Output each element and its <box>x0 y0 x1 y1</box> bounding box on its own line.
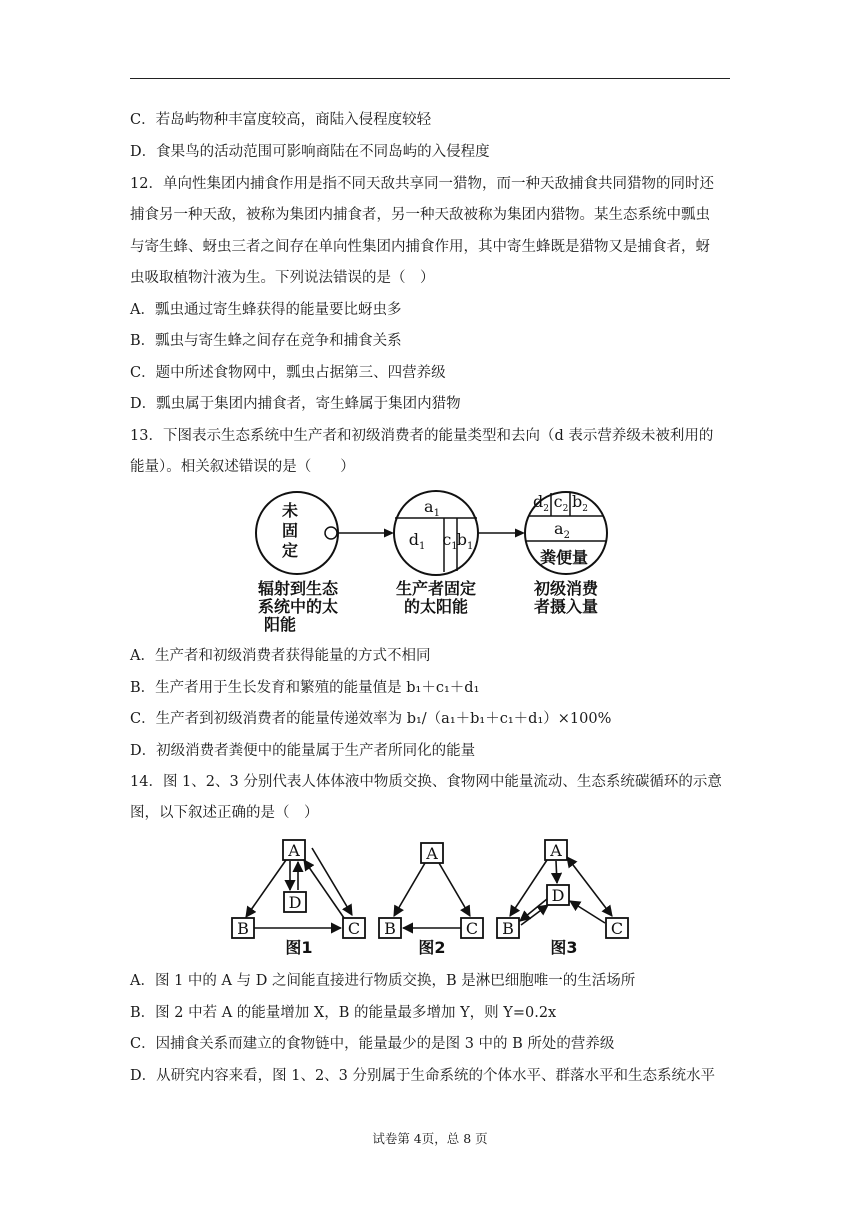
circle2-d1: $d_1$ <box>408 530 426 552</box>
circle3-b2: $b_2$ <box>572 492 588 514</box>
q11-option-c: C．若岛屿物种丰富度较高，商陆入侵程度较轻 <box>130 112 432 128</box>
caption2-line1: 生产者固定 <box>395 579 477 598</box>
circle1-char2: 固 <box>281 521 299 540</box>
fig1-label-d: D <box>288 893 302 912</box>
q14-stem-line1: 14．图 1、2、3 分别代表人体体液中物质交换、食物网中能量流动、生态系统碳循环的示意 <box>130 774 722 790</box>
circle1-char3: 定 <box>281 541 299 560</box>
fig3-label-d: D <box>551 886 565 905</box>
fig1-caption: 图1 <box>285 938 313 957</box>
caption1-line3: 阳能 <box>264 615 297 634</box>
fig2-label-b: B <box>384 919 396 938</box>
q13-energy-flow-figure <box>250 490 620 635</box>
arrow-start-node <box>325 527 337 539</box>
fig1-label-a: A <box>288 841 300 860</box>
fig3-arrow-a-b <box>510 860 547 916</box>
circle3-d2: $d_2$ <box>533 492 549 514</box>
fig1-body-fluid-diagram <box>232 840 365 957</box>
fig1-label-b: B <box>237 919 249 938</box>
q12-option-a: A．瓢虫通过寄生蜂获得的能量要比蚜虫多 <box>130 302 402 318</box>
header-rule <box>130 78 730 79</box>
arrow-2-head <box>515 529 525 538</box>
fig3-carbon-cycle-diagram <box>497 840 628 957</box>
q13-option-b: B．生产者用于生长发育和繁殖的能量值是 b₁＋c₁＋d₁ <box>130 680 480 696</box>
caption3-line2: 者摄入量 <box>533 597 599 616</box>
circle3-a2: $a_2$ <box>554 519 570 541</box>
q11-option-d: D．食果鸟的活动范围可影响商陆在不同岛屿的入侵程度 <box>130 144 490 160</box>
circle3-c2: $c_2$ <box>553 492 569 514</box>
q14-diagrams-figure <box>228 835 638 963</box>
q12-stem-line2: 捕食另一种天敌，被称为集团内捕食者，另一种天敌被称为集团内猎物。某生态系统中瓢虫 <box>130 207 710 223</box>
q12-stem-line4: 虫吸取植物汁液为生。下列说法错误的是（ ） <box>130 270 435 286</box>
fig3-caption: 图3 <box>550 938 578 957</box>
q14-option-d: D．从研究内容来看，图 1、2、3 分别属于生命系统的个体水平、群落水平和生态系统水平 <box>130 1068 716 1084</box>
q13-stem-line2: 能量）。相关叙述错误的是（ ） <box>130 459 355 475</box>
fig2-arrow-a-b <box>394 863 425 916</box>
fig2-food-web-diagram <box>379 843 483 957</box>
fig3-arrow-a-c <box>567 857 612 916</box>
fig2-caption: 图2 <box>418 938 446 957</box>
fig3-arrow-b-d <box>521 905 548 925</box>
caption1-line1: 辐射到生态 <box>257 579 339 598</box>
circle2-a1: $a_1$ <box>424 497 440 519</box>
fig3-arrow-d-b <box>520 899 547 921</box>
fig3-label-c: C <box>610 919 624 938</box>
q12-option-d: D．瓢虫属于集团内捕食者，寄生蜂属于集团内猎物 <box>130 396 461 412</box>
fig2-arrow-a-c <box>439 863 470 916</box>
q13-stem-line1: 13．下图表示生态系统中生产者和初级消费者的能量类型和去向（d 表示营养级未被利用的 <box>130 428 714 444</box>
q13-option-d: D．初级消费者粪便中的能量属于生产者所同化的能量 <box>130 743 476 759</box>
arrow-1-head <box>384 529 394 538</box>
q14-option-c: C．因捕食关系而建立的食物链中，能量最少的是图 3 中的 B 所处的营养级 <box>130 1036 615 1052</box>
q13-option-a: A．生产者和初级消费者获得能量的方式不相同 <box>130 648 431 664</box>
circle2-c1: $c_1$ <box>442 530 458 552</box>
fig3-label-b: B <box>502 919 514 938</box>
circle3-feces: 粪便量 <box>539 548 589 567</box>
q14-option-a: A．图 1 中的 A 与 D 之间能直接进行物质交换，B 是淋巴细胞唯一的生活场所 <box>130 973 636 989</box>
fig2-label-c: C <box>465 919 479 938</box>
q12-option-b: B．瓢虫与寄生蜂之间存在竞争和捕食关系 <box>130 333 402 349</box>
q12-stem-line1: 12．单向性集团内捕食作用是指不同天敌共享同一猎物，而一种天敌捕食共同猎物的同时还 <box>130 176 714 192</box>
q12-stem-line3: 与寄生蜂、蚜虫三者之间存在单向性集团内捕食作用，其中寄生蜂既是猎物又是捕食者，蚜 <box>130 239 710 255</box>
q14-option-b: B．图 2 中若 A 的能量增加 X，B 的能量最多增加 Y，则 Y=0.2x <box>130 1005 557 1021</box>
fig1-arrow-a-b <box>246 860 286 917</box>
circle1-char1: 未 <box>281 501 299 520</box>
caption3-line1: 初级消费 <box>533 579 599 598</box>
fig1-label-c: C <box>347 919 361 938</box>
fig3-arrow-c-d <box>570 901 605 923</box>
circle2-b1: $b_1$ <box>456 530 474 552</box>
q13-option-c: C．生产者到初级消费者的能量传递效率为 b₁/（a₁＋b₁＋c₁＋d₁）×100% <box>130 711 612 727</box>
fig2-label-a: A <box>426 844 438 863</box>
caption2-line2: 的太阳能 <box>403 597 469 616</box>
caption1-line2: 系统中的太 <box>257 597 339 616</box>
fig3-arrow-a-d <box>556 861 557 883</box>
fig3-label-a: A <box>550 841 562 860</box>
q12-option-c: C．题中所述食物网中，瓢虫占据第三、四营养级 <box>130 365 446 381</box>
q14-stem-line2: 图，以下叙述正确的是（ ） <box>130 805 319 821</box>
page-footer: 试卷第 4页，总 8 页 <box>372 1131 488 1146</box>
